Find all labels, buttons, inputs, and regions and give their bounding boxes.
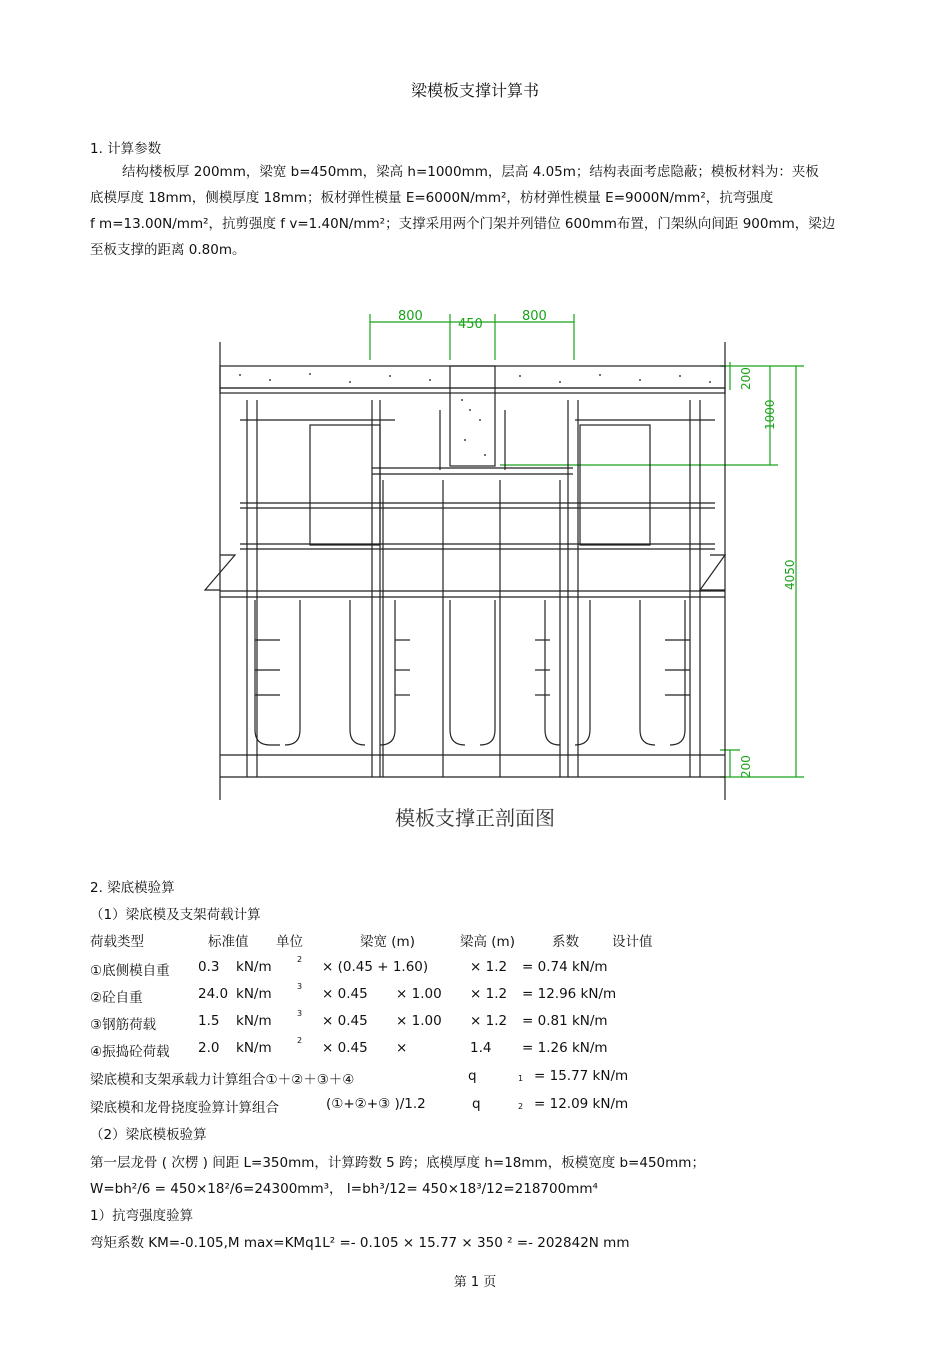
- dim-200-top: 200: [739, 367, 753, 390]
- combo-1-sub: 1: [518, 1074, 524, 1083]
- header-unit: 单位: [276, 934, 303, 950]
- load-value: = 1.26 kN/m: [522, 1040, 608, 1056]
- load-std: 0.3: [198, 959, 220, 975]
- dim-450: 450: [458, 317, 483, 332]
- combo-2-value: = 12.09 kN/m: [534, 1096, 629, 1112]
- load-unit: kN/m: [236, 1040, 272, 1056]
- load-table-header: [90, 930, 790, 950]
- load-coef: × 1.2: [470, 959, 508, 975]
- page-footer: 第 1 页: [453, 1275, 497, 1290]
- load-coef: × 1.2: [470, 986, 508, 1002]
- load-unit: kN/m: [236, 986, 272, 1002]
- frame-lines: [205, 342, 725, 800]
- load-name: ①底侧模自重: [90, 963, 170, 979]
- section-2-sub2: （2）梁底模板验算: [90, 1127, 207, 1143]
- header-design: 设计值: [612, 934, 653, 950]
- load-unit-exp: 2: [297, 1036, 303, 1045]
- load-std: 24.0: [198, 986, 229, 1002]
- load-height: × 1.00: [396, 1013, 442, 1029]
- load-height: × 1.00: [396, 986, 442, 1002]
- header-width: 梁宽 (m): [360, 934, 415, 950]
- section-2-sub1: （1）梁底模及支架荷载计算: [90, 907, 261, 923]
- load-row: [90, 1009, 790, 1033]
- combo-2-expr: (①+②+③ )/1.2: [326, 1096, 426, 1112]
- combo-1-label: 梁底模和支架承载力计算组合①＋②＋③＋④: [90, 1072, 355, 1088]
- moment-line: 弯矩系数 KM=-0.105,M max=KMq1L² =- 0.105 × 15.77 × 350 ² =- 202842N mm: [90, 1235, 630, 1251]
- param-line-2: 底模厚度 18mm，侧模厚度 18mm；板材弹性模量 E=6000N/mm²，枋材弹性模量 E=9000N/mm²，抗弯强度: [90, 190, 774, 206]
- load-name: ④振捣砼荷载: [90, 1044, 170, 1060]
- page-title: 梁模板支撑计算书: [410, 81, 539, 100]
- load-value: = 0.74 kN/m: [522, 959, 608, 975]
- param-line-1: 结构楼板厚 200mm，梁宽 b=450mm，梁高 h=1000mm，层高 4.05m；结构表面考虑隐蔽；模板材料为：夹板: [122, 164, 819, 180]
- param-line-3: f m=13.00N/mm²，抗剪强度 f v=1.40N/mm²；支撑采用两个门架并列错位 600mm布置，门架纵向间距 900mm，梁边: [90, 216, 836, 232]
- load-value: = 0.81 kN/m: [522, 1013, 608, 1029]
- dim-200-bottom: 200: [739, 755, 753, 778]
- param-line-4: 至板支撑的距离 0.80m。: [90, 242, 246, 258]
- load-value: = 12.96 kN/m: [522, 986, 617, 1002]
- header-std: 标准值: [208, 934, 249, 950]
- load-width: × (0.45 + 1.60): [322, 959, 429, 975]
- load-coef: 1.4: [470, 1040, 492, 1056]
- combo-2-label: 梁底模和龙骨挠度验算计算组合: [90, 1100, 279, 1116]
- combo-1-value: = 15.77 kN/m: [534, 1068, 629, 1084]
- load-unit-exp: 3: [297, 982, 303, 991]
- load-width: × 0.45: [322, 1013, 368, 1029]
- combo-2-q: q: [472, 1096, 481, 1112]
- section-modulus-line: W=bh²/6 = 450×18²/6=24300mm³， I=bh³/12= 450×18³/12=218700mm⁴: [90, 1181, 598, 1197]
- load-width: × 0.45: [322, 1040, 368, 1056]
- load-unit-exp: 3: [297, 1009, 303, 1018]
- dim-800-right: 800: [522, 309, 547, 324]
- dim-4050: 4050: [783, 559, 797, 590]
- header-load-type: 荷载类型: [90, 934, 144, 950]
- load-row: [90, 1036, 790, 1060]
- combo-2-sub: 2: [518, 1102, 524, 1111]
- combo-1: [90, 1068, 790, 1088]
- load-std: 2.0: [198, 1040, 220, 1056]
- dim-800-left: 800: [398, 309, 423, 324]
- load-unit-exp: 2: [297, 955, 303, 964]
- load-height: ×: [396, 1040, 408, 1056]
- formwork-section-figure: [200, 300, 820, 840]
- section-2-heading: 2. 梁底模验算: [90, 880, 175, 896]
- load-unit: kN/m: [236, 1013, 272, 1029]
- load-name: ②砼自重: [90, 990, 143, 1006]
- combo-1-q: q: [468, 1068, 477, 1084]
- load-unit: kN/m: [236, 959, 272, 975]
- load-row: [90, 982, 790, 1006]
- load-coef: × 1.2: [470, 1013, 508, 1029]
- section-1-params: [90, 159, 885, 263]
- dim-1000: 1000: [763, 399, 777, 430]
- combo-2: [90, 1096, 790, 1116]
- load-name: ③钢筋荷载: [90, 1017, 157, 1033]
- section-2-sub3: 1）抗弯强度验算: [90, 1208, 194, 1224]
- support-params-line: 第一层龙骨 ( 次楞 ) 间距 L=350mm，计算跨数 5 跨；底模厚度 h=18mm，板模宽度 b=450mm；: [90, 1155, 705, 1171]
- load-row: [90, 955, 790, 979]
- figure-caption: 模板支撑正剖面图: [395, 806, 555, 830]
- header-height: 梁高 (m): [460, 934, 515, 950]
- header-coef: 系数: [552, 934, 579, 950]
- load-width: × 0.45: [322, 986, 368, 1002]
- section-1-heading: 1. 计算参数: [90, 141, 162, 157]
- load-std: 1.5: [198, 1013, 220, 1029]
